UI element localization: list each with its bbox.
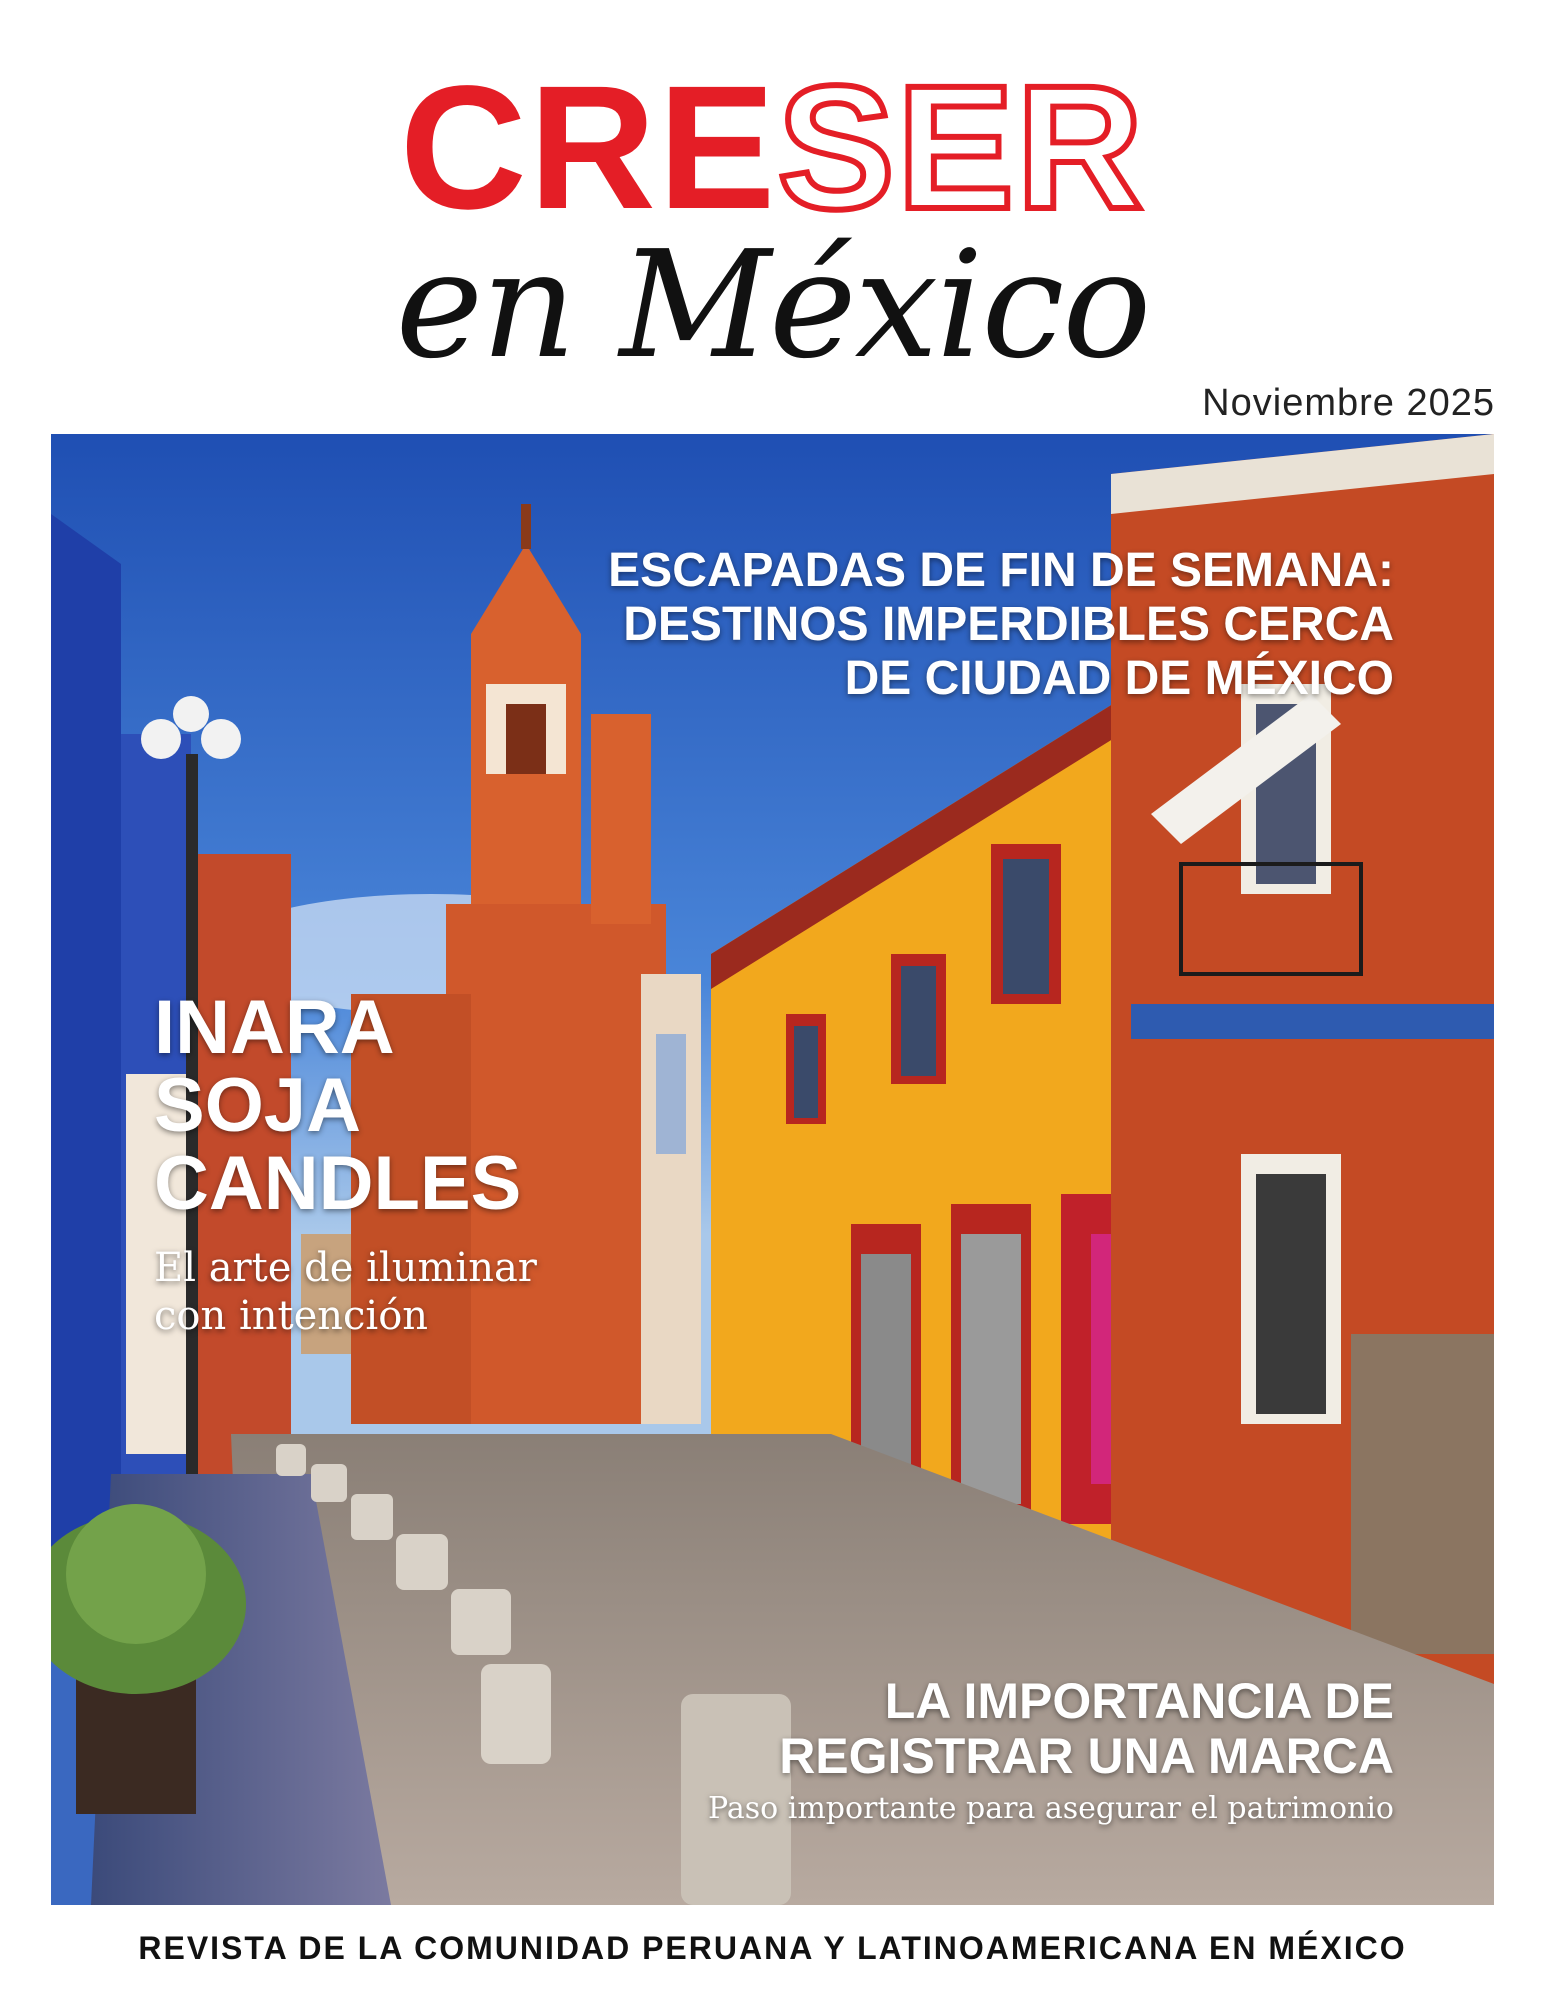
headline-inara-line3: CANDLES bbox=[154, 1141, 522, 1226]
cover-photo bbox=[51, 434, 1494, 1905]
headline-marca bbox=[779, 1674, 1394, 1784]
subheadline-marca: Paso importante para asegurar el patrimonio bbox=[708, 1791, 1394, 1826]
headline-inara bbox=[154, 985, 522, 1226]
subheadline-inara-line1: El arte de iluminar bbox=[154, 1245, 537, 1291]
magazine-logo bbox=[0, 50, 1545, 246]
headline-escapadas-line2: DESTINOS IMPERDIBLES CERCA bbox=[623, 598, 1394, 651]
issue-date: Noviembre 2025 bbox=[1202, 382, 1495, 424]
logo-cre: CRE bbox=[399, 50, 778, 246]
logo-script-subtitle: en México bbox=[395, 219, 1150, 391]
subheadline-inara bbox=[154, 1244, 537, 1340]
headline-inara-line1: INARA bbox=[154, 985, 395, 1070]
headline-escapadas-line3: DE CIUDAD DE MÉXICO bbox=[844, 652, 1394, 705]
headline-marca-line2: REGISTRAR UNA MARCA bbox=[779, 1728, 1394, 1784]
headline-escapadas bbox=[608, 544, 1394, 706]
headline-escapadas-line1: ESCAPADAS DE FIN DE SEMANA: bbox=[608, 544, 1394, 597]
headline-inara-line2: SOJA bbox=[154, 1063, 361, 1148]
subheadline-inara-line2: con intención bbox=[154, 1293, 429, 1339]
logo-wordmark bbox=[0, 50, 1545, 246]
headline-marca-line1: LA IMPORTANCIA DE bbox=[884, 1673, 1394, 1729]
logo-ser: SER bbox=[777, 50, 1146, 246]
footer-tagline: REVISTA DE LA COMUNIDAD PERUANA Y LATINOAMERICANA EN MÉXICO bbox=[138, 1930, 1407, 1966]
